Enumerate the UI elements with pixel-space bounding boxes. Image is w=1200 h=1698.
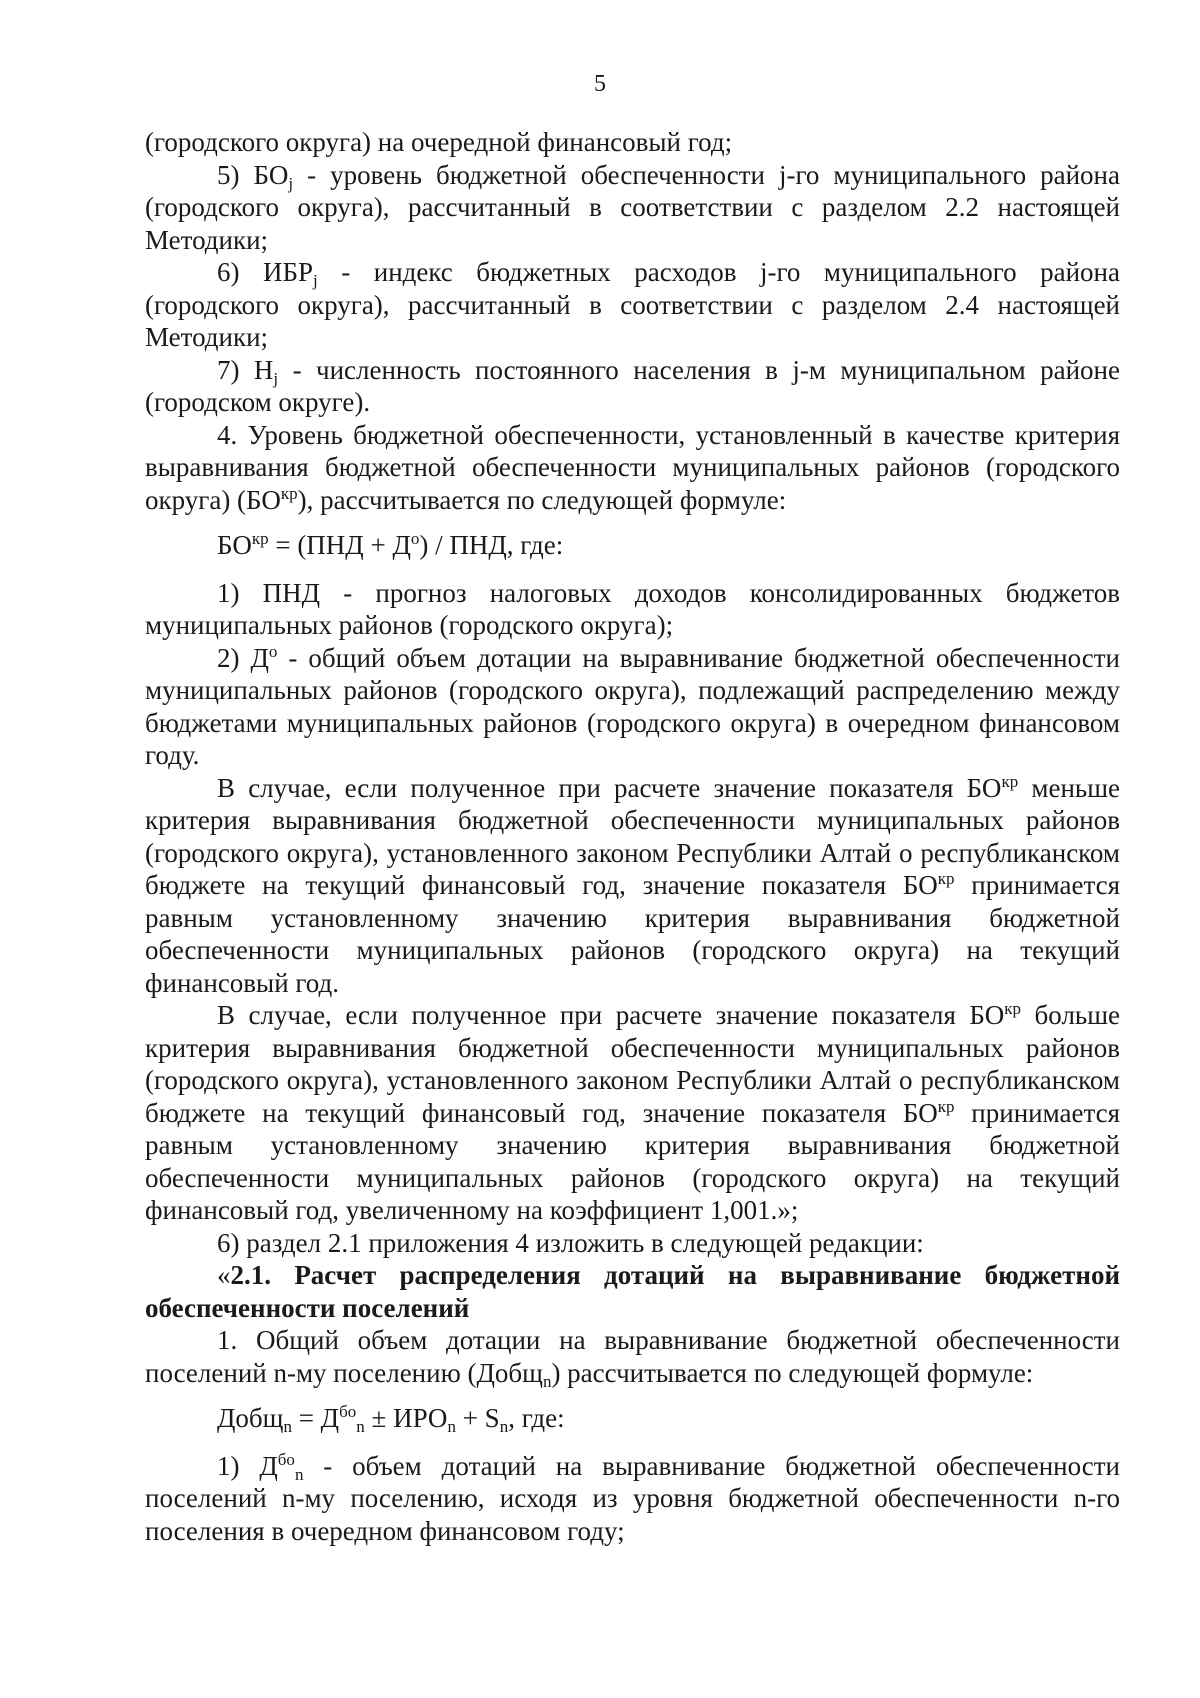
- subscript: j: [288, 173, 294, 193]
- text: = Д: [291, 1403, 340, 1433]
- case-less: [145, 772, 1120, 1000]
- text: 5) БО: [217, 159, 289, 190]
- superscript: кр: [280, 483, 298, 503]
- definition-do: [145, 642, 1120, 772]
- text: ± ИРО: [364, 1403, 448, 1433]
- text: - уровень бюджетной обеспеченности j-го муниципального района (городского округа), рассчитанный в соответствии с разделом 2.2 настоящей Методики;: [145, 159, 1120, 255]
- text: 6) ИБР: [217, 257, 314, 287]
- list-item-6: [145, 256, 1120, 354]
- text: - индекс бюджетных расходов j-го муниципального района (городского округа), рассчитанный в соответствии с разделом 2.4 настоящей Методики;: [145, 257, 1120, 352]
- subscript: n: [447, 1417, 456, 1436]
- text: + S: [455, 1403, 500, 1433]
- superscript: о: [410, 529, 420, 548]
- text: Добщ: [217, 1403, 284, 1433]
- amendment-6: [145, 1227, 1120, 1260]
- superscript: бо: [277, 1449, 295, 1469]
- text: принимается равным установленному значению критерия выравнивания бюджетной обеспеченности муниципальных районов (городского округа) на текущий финансовый год.: [145, 870, 1120, 998]
- quote-mark: «: [217, 1260, 231, 1290]
- text: 1) ПНД - прогноз налоговых доходов консолидированных бюджетов муниципальных районов (городского округа);: [145, 577, 1120, 640]
- text: В случае, если полученное при расчете значение показателя БО: [217, 772, 1002, 803]
- subscript: j: [313, 271, 318, 290]
- text: - численность постоянного населения в j-м муниципальном районе (городском округе).: [145, 354, 1120, 417]
- text: принимается равным установленному значению критерия выравнивания бюджетной обеспеченности муниципальных районов (городского округа) на текущий финансовый год, увеличенному на коэффициент 1,001.»;: [145, 1097, 1120, 1225]
- page-number: 5: [594, 71, 606, 97]
- text: ) рассчитывается по следующей формуле:: [551, 1357, 1034, 1388]
- text: меньше критерия выравнивания бюджетной обеспеченности муниципальных районов (городского округа), установленного законом Республики Алтай о республиканском бюджете на текущий финансовый год, значение показателя БО: [145, 772, 1121, 900]
- superscript: кр: [251, 529, 269, 548]
- text: ) / ПНД, где:: [419, 530, 564, 560]
- clause-1: [145, 1324, 1120, 1389]
- superscript: кр: [1001, 771, 1019, 791]
- list-item-7: [145, 354, 1120, 419]
- subscript: j: [273, 368, 279, 388]
- subscript: n: [294, 1464, 304, 1484]
- text: , где:: [508, 1403, 565, 1433]
- text: 1) Д: [217, 1450, 278, 1481]
- section-heading: [145, 1259, 1120, 1324]
- text: 6) раздел 2.1 приложения 4 изложить в следующей редакции:: [217, 1227, 924, 1258]
- text: (городского округа) на очередной финансовый год;: [145, 127, 733, 157]
- subscript: n: [542, 1371, 552, 1391]
- list-item-5: [145, 159, 1120, 257]
- formula-dobshch: [145, 1402, 1120, 1435]
- text: ), рассчитывается по следующей формуле:: [297, 484, 787, 515]
- text: 7) Н: [217, 354, 274, 385]
- superscript: кр: [937, 869, 955, 888]
- superscript: кр: [1004, 999, 1022, 1018]
- formula-bo-kr: [145, 529, 1120, 562]
- document-body: [145, 126, 1120, 1547]
- superscript: о: [268, 641, 278, 661]
- case-greater: [145, 999, 1120, 1227]
- text: 4. Уровень бюджетной обеспеченности, установленный в качестве критерия выравнивания бюджетной обеспеченности муниципальных районов (городского округа) (БО: [145, 419, 1120, 515]
- text: больше критерия выравнивания бюджетной обеспеченности муниципальных районов (городского округа), установленного законом Республики Алтай о республиканском бюджете на текущий финансовый год, значение показателя БО: [145, 1000, 1121, 1128]
- superscript: бо: [339, 1402, 357, 1421]
- superscript: кр: [937, 1096, 955, 1116]
- text: 2) Д: [217, 642, 269, 673]
- paragraph-continuation: [145, 126, 1120, 159]
- text: = (ПНД + Д: [268, 530, 411, 560]
- definition-pnd: [145, 577, 1120, 642]
- text: - общий объем дотации на выравнивание бюджетной обеспеченности муниципальных районов (городского округа), подлежащий распределению между бюджетами муниципальных районов (городского округа) в очередном финансовом году.: [145, 642, 1120, 770]
- clause-4: [145, 419, 1120, 517]
- heading-text: 2.1. Расчет распределения дотаций на выравнивание бюджетной обеспеченности поселений: [145, 1260, 1120, 1323]
- subscript: n: [356, 1417, 365, 1436]
- definition-d-bo: [145, 1450, 1120, 1548]
- text: - объем дотаций на выравнивание бюджетной обеспеченности поселений n-му поселению, исходя из уровня бюджетной обеспеченности n-го поселения в очередном финансовом году;: [145, 1450, 1120, 1546]
- text: 1. Общий объем дотации на выравнивание бюджетной обеспеченности поселений n-му поселению (Добщ: [145, 1325, 1120, 1388]
- text: В случае, если полученное при расчете значение показателя БО: [217, 1000, 1005, 1030]
- subscript: n: [283, 1417, 292, 1436]
- subscript: n: [499, 1417, 509, 1436]
- text: БО: [217, 530, 252, 560]
